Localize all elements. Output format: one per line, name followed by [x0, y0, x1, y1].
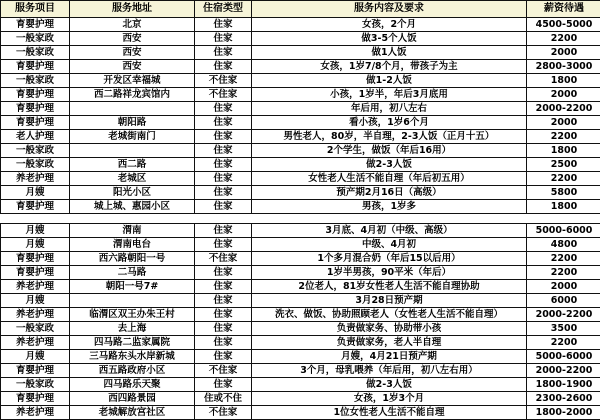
cell-lodging: 住家 — [195, 224, 252, 238]
table-row — [1, 406, 600, 420]
table-row — [1, 336, 600, 350]
cell-service-type: 一般家政 — [1, 322, 70, 336]
cell-address: 西五路政府小区 — [70, 364, 195, 378]
cell-requirements: 男性老人，80岁，半自理，2-3人饭（正月十五） — [252, 130, 527, 144]
cell-requirements: 女孩，1岁7/8个月，带孩子为主 — [252, 60, 527, 74]
cell-lodging: 住家 — [195, 350, 252, 364]
table-row — [1, 102, 600, 116]
cell-salary: 5800 — [527, 186, 600, 200]
cell-service-type: 月嫂 — [1, 238, 70, 252]
table-row — [1, 238, 600, 252]
job-table-bottom-body — [1, 224, 600, 420]
cell-address: 朝阳路 — [70, 116, 195, 130]
table-row — [1, 378, 600, 392]
cell-salary: 2500 — [527, 158, 600, 172]
cell-service-type: 一般家政 — [1, 158, 70, 172]
cell-salary: 2300-2600 — [527, 392, 600, 406]
cell-address: 渭南 — [70, 224, 195, 238]
cell-service-type: 养老护理 — [1, 308, 70, 322]
cell-service-type: 育婴护理 — [1, 88, 70, 102]
table-row — [1, 172, 600, 186]
cell-salary: 5000-6000 — [527, 350, 600, 364]
table-row — [1, 364, 600, 378]
cell-lodging: 住家 — [195, 116, 252, 130]
table-row — [1, 350, 600, 364]
cell-requirements: 2个学生，做饭（年后16用） — [252, 144, 527, 158]
cell-service-type: 一般家政 — [1, 32, 70, 46]
cell-salary: 2000 — [527, 116, 600, 130]
table-header-row — [1, 1, 600, 18]
cell-service-type: 一般家政 — [1, 378, 70, 392]
cell-lodging: 不住家 — [195, 88, 252, 102]
table-row — [1, 308, 600, 322]
cell-address: 朝阳一号7# — [70, 280, 195, 294]
cell-service-type: 一般家政 — [1, 144, 70, 158]
cell-lodging: 住家 — [195, 378, 252, 392]
cell-requirements: 负责做家务，老人半自理 — [252, 336, 527, 350]
cell-lodging: 住家 — [195, 308, 252, 322]
cell-lodging: 住家 — [195, 60, 252, 74]
cell-address: 老城区 — [70, 172, 195, 186]
cell-lodging: 住家 — [195, 294, 252, 308]
job-table-bottom — [0, 223, 600, 420]
cell-salary: 1800 — [527, 74, 600, 88]
table-row — [1, 200, 600, 214]
cell-requirements: 做2-3人饭 — [252, 158, 527, 172]
cell-lodging: 住家 — [195, 280, 252, 294]
cell-lodging: 住家 — [195, 186, 252, 200]
cell-salary: 1800-2000 — [527, 406, 600, 420]
cell-lodging: 住家 — [195, 322, 252, 336]
cell-requirements: 负责做家务、协助带小孩 — [252, 322, 527, 336]
cell-requirements: 月嫂，4月21日预产期 — [252, 350, 527, 364]
cell-address: 西安 — [70, 46, 195, 60]
table-row — [1, 266, 600, 280]
cell-address — [70, 144, 195, 158]
cell-requirements: 3个月，母乳喂养（年后用，初八左右用） — [252, 364, 527, 378]
cell-requirements: 女孩，2个月 — [252, 18, 527, 32]
cell-address: 开发区幸福城 — [70, 74, 195, 88]
table-row — [1, 46, 600, 60]
cell-lodging: 住家 — [195, 18, 252, 32]
cell-salary: 2000-2200 — [527, 364, 600, 378]
cell-service-type: 月嫂 — [1, 294, 70, 308]
cell-service-type: 养老护理 — [1, 280, 70, 294]
cell-service-type: 育婴护理 — [1, 60, 70, 74]
table-row — [1, 392, 600, 406]
cell-salary: 1800 — [527, 144, 600, 158]
cell-service-type: 育婴护理 — [1, 102, 70, 116]
header-service-type: 服务项目 — [1, 1, 70, 18]
cell-lodging: 住或不住 — [195, 392, 252, 406]
table-row — [1, 144, 600, 158]
cell-lodging: 住家 — [195, 266, 252, 280]
cell-lodging: 不住家 — [195, 74, 252, 88]
cell-lodging: 住家 — [195, 172, 252, 186]
cell-salary: 2200 — [527, 172, 600, 186]
cell-address: 老城解放宫社区 — [70, 406, 195, 420]
table-row — [1, 60, 600, 74]
table-row — [1, 322, 600, 336]
cell-service-type: 养老护理 — [1, 406, 70, 420]
cell-salary: 2200 — [527, 266, 600, 280]
cell-address: 西四路景园 — [70, 392, 195, 406]
cell-service-type: 育婴护理 — [1, 392, 70, 406]
cell-salary: 2000 — [527, 280, 600, 294]
cell-lodging: 住家 — [195, 238, 252, 252]
cell-service-type: 育婴护理 — [1, 200, 70, 214]
cell-requirements: 1个多月混合奶（年后15以后用） — [252, 252, 527, 266]
cell-service-type: 养老护理 — [1, 336, 70, 350]
cell-lodging: 住家 — [195, 336, 252, 350]
table-row — [1, 18, 600, 32]
cell-lodging: 住家 — [195, 130, 252, 144]
cell-requirements: 男孩，1岁多 — [252, 200, 527, 214]
cell-service-type: 养老护理 — [1, 172, 70, 186]
cell-requirements: 预产期2月16日（高级） — [252, 186, 527, 200]
cell-lodging: 住家 — [195, 144, 252, 158]
table-row — [1, 294, 600, 308]
cell-address: 西二路 — [70, 158, 195, 172]
cell-salary: 2000 — [527, 88, 600, 102]
cell-lodging: 不住家 — [195, 406, 252, 420]
cell-salary: 6000 — [527, 294, 600, 308]
cell-requirements: 2位老人，81岁女性老人生活不能自理协助 — [252, 280, 527, 294]
cell-requirements: 看小孩，1岁6个月 — [252, 116, 527, 130]
table-row — [1, 280, 600, 294]
table-row — [1, 158, 600, 172]
cell-service-type: 一般家政 — [1, 46, 70, 60]
cell-requirements: 女性老人生活不能自理（年后初五用） — [252, 172, 527, 186]
cell-address: 北京 — [70, 18, 195, 32]
cell-salary: 2200 — [527, 32, 600, 46]
header-requirements: 服务内容及要求 — [252, 1, 527, 18]
cell-salary: 2000-2200 — [527, 102, 600, 116]
cell-address: 去上海 — [70, 322, 195, 336]
cell-salary: 2000 — [527, 46, 600, 60]
cell-requirements: 做1人饭 — [252, 46, 527, 60]
cell-salary: 2000-2200 — [527, 308, 600, 322]
cell-service-type: 月嫂 — [1, 350, 70, 364]
cell-address: 渭南电台 — [70, 238, 195, 252]
cell-service-type: 月嫂 — [1, 186, 70, 200]
cell-requirements: 1位女性老人生活不能自理 — [252, 406, 527, 420]
cell-requirements: 做2-3人饭 — [252, 378, 527, 392]
cell-requirements: 小孩，1岁半，年后3月底用 — [252, 88, 527, 102]
cell-lodging: 住家 — [195, 46, 252, 60]
cell-salary: 2200 — [527, 336, 600, 350]
cell-lodging: 住家 — [195, 200, 252, 214]
cell-service-type: 育婴护理 — [1, 116, 70, 130]
cell-salary: 1800 — [527, 200, 600, 214]
cell-salary: 4500-5000 — [527, 18, 600, 32]
cell-address: 四马路二监家属院 — [70, 336, 195, 350]
cell-address: 三马路东头水岸新城 — [70, 350, 195, 364]
cell-requirements: 1岁半男孩，90平米（年后） — [252, 266, 527, 280]
cell-service-type: 育婴护理 — [1, 252, 70, 266]
cell-service-type: 育婴护理 — [1, 266, 70, 280]
header-salary: 薪资待遇 — [527, 1, 600, 18]
cell-address — [70, 294, 195, 308]
cell-requirements: 3月底、4月初（中级、高级） — [252, 224, 527, 238]
cell-address: 西六路朝阳一号 — [70, 252, 195, 266]
cell-requirements: 女孩，1岁3个月 — [252, 392, 527, 406]
table-row — [1, 186, 600, 200]
cell-address: 临渭区双王办朱王村 — [70, 308, 195, 322]
cell-lodging: 住家 — [195, 102, 252, 116]
cell-salary: 2200 — [527, 130, 600, 144]
cell-address: 老城街南门 — [70, 130, 195, 144]
job-table-top-body — [1, 1, 600, 214]
cell-lodging: 住家 — [195, 158, 252, 172]
cell-requirements: 3月28日预产期 — [252, 294, 527, 308]
cell-address: 四马路乐天聚 — [70, 378, 195, 392]
table-row — [1, 88, 600, 102]
cell-requirements: 洗衣、做饭、协助照顾老人（女性老人生活不能自理） — [252, 308, 527, 322]
cell-address: 西安 — [70, 60, 195, 74]
cell-salary: 1800-1900 — [527, 378, 600, 392]
cell-requirements: 中级、4月初 — [252, 238, 527, 252]
cell-service-type: 月嫂 — [1, 224, 70, 238]
cell-requirements: 年后用，初八左右 — [252, 102, 527, 116]
cell-salary: 4800 — [527, 238, 600, 252]
table-row — [1, 74, 600, 88]
cell-salary: 2800-3000 — [527, 60, 600, 74]
cell-salary: 3500 — [527, 322, 600, 336]
cell-lodging: 不住家 — [195, 364, 252, 378]
table-row — [1, 130, 600, 144]
header-address: 服务地址 — [70, 1, 195, 18]
cell-address: 阳光小区 — [70, 186, 195, 200]
table-row — [1, 224, 600, 238]
table-row — [1, 116, 600, 130]
cell-lodging: 住家 — [195, 32, 252, 46]
cell-service-type: 一般家政 — [1, 74, 70, 88]
cell-service-type: 老人护理 — [1, 130, 70, 144]
cell-service-type: 育婴护理 — [1, 18, 70, 32]
cell-requirements: 做1-2人饭 — [252, 74, 527, 88]
cell-lodging: 不住家 — [195, 252, 252, 266]
cell-salary: 2200 — [527, 252, 600, 266]
cell-address: 二马路 — [70, 266, 195, 280]
header-lodging: 住宿类型 — [195, 1, 252, 18]
table-separator — [0, 214, 600, 223]
cell-salary: 5000-6000 — [527, 224, 600, 238]
cell-address: 城上城、惠园小区 — [70, 200, 195, 214]
cell-service-type: 育婴护理 — [1, 364, 70, 378]
table-row — [1, 32, 600, 46]
cell-address: 西安 — [70, 32, 195, 46]
cell-address: 西二路祥龙宾馆内 — [70, 88, 195, 102]
table-row — [1, 252, 600, 266]
cell-requirements: 做3-5个人饭 — [252, 32, 527, 46]
cell-address — [70, 102, 195, 116]
